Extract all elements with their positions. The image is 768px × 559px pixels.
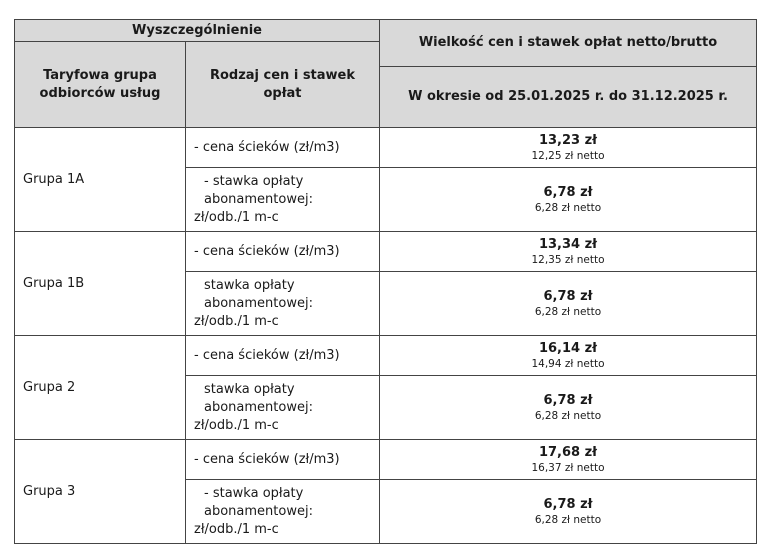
gross-price: 6,78 zł [543,496,593,512]
sewage-price-cell [380,232,757,272]
price-type-label [186,168,380,232]
sewage-price-cell [380,440,757,480]
price-type-label-line: abonamentowej: [204,191,313,207]
tariff-group-name: Grupa 3 [15,440,186,544]
net-price: 6,28 zł netto [534,513,602,526]
price-type-label: - cena ścieków (zł/m3) [186,128,380,168]
price-type-label-line: - stawka opłaty [204,173,304,189]
price-type-label-line: stawka opłaty [204,277,295,293]
price-type-label [186,376,380,440]
price-type-label-line: stawka opłaty [204,381,295,397]
gross-price: 17,68 zł [538,444,598,460]
net-price: 16,37 zł netto [531,461,605,474]
period-header: W okresie od 25.01.2025 r. do 31.12.2025 r. [380,67,757,128]
sewage-row [15,440,757,480]
net-price: 14,94 zł netto [531,357,605,370]
header-row-top [15,20,757,42]
price-type-label-line: - stawka opłaty [204,485,304,501]
subscription-price-cell [380,480,757,544]
tariff-group-name: Grupa 1A [15,128,186,232]
price-type-label: - cena ścieków (zł/m3) [186,440,380,480]
sewage-row [15,336,757,376]
gross-price: 16,14 zł [538,340,598,356]
specification-header: Wyszczególnienie [15,20,380,42]
gross-price: 6,78 zł [543,288,593,304]
price-type-label: - cena ścieków (zł/m3) [186,336,380,376]
net-price: 6,28 zł netto [534,305,602,318]
net-price: 12,35 zł netto [531,253,605,266]
net-price: 6,28 zł netto [534,201,602,214]
price-type-label-line: zł/odb./1 m-c [194,417,279,433]
price-type-label-line: abonamentowej: [204,503,313,519]
subscription-price-cell [380,376,757,440]
price-type-label [186,480,380,544]
gross-price: 13,34 zł [538,236,598,252]
price-type-label [186,272,380,336]
gross-price: 6,78 zł [543,392,593,408]
price-type-label-line: zł/odb./1 m-c [194,209,279,225]
net-price: 6,28 zł netto [534,409,602,422]
price-type-label: - cena ścieków (zł/m3) [186,232,380,272]
sewage-price-cell [380,128,757,168]
sewage-row [15,232,757,272]
price-size-header: Wielkość cen i stawek opłat netto/brutto [380,20,757,67]
price-type-label-line: zł/odb./1 m-c [194,521,279,537]
gross-price: 6,78 zł [543,184,593,200]
price-type-label-line: abonamentowej: [204,295,313,311]
subscription-price-cell [380,168,757,232]
sewage-row [15,128,757,168]
subscription-price-cell [380,272,757,336]
tariff-table [14,19,757,544]
sewage-price-cell [380,336,757,376]
tariff-group-name: Grupa 2 [15,336,186,440]
gross-price: 13,23 zł [538,132,598,148]
price-type-header: Rodzaj cen i stawek opłat [186,42,380,128]
price-type-label-line: abonamentowej: [204,399,313,415]
tariff-group-name: Grupa 1B [15,232,186,336]
net-price: 12,25 zł netto [531,149,605,162]
price-type-label-line: zł/odb./1 m-c [194,313,279,329]
tariff-group-header: Taryfowa grupa odbiorców usług [15,42,186,128]
